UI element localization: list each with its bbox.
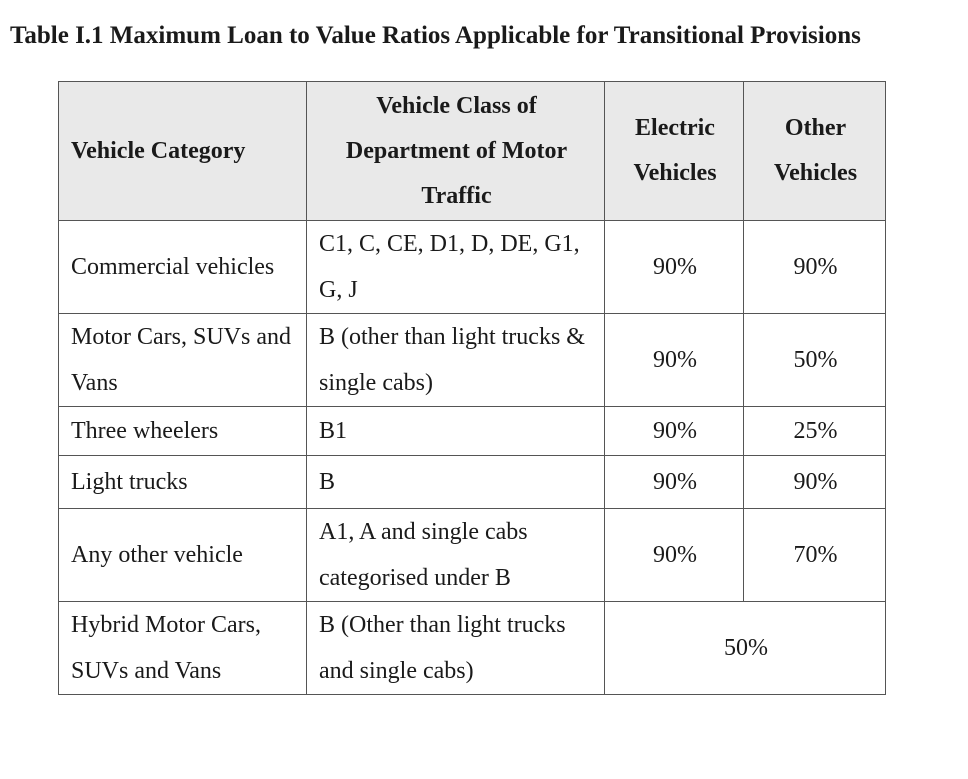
header-other-vehicles: Other Vehicles xyxy=(744,82,886,221)
electric-ratio-cell: 90% xyxy=(605,221,744,314)
header-row xyxy=(59,82,886,221)
other-ratio-cell: 25% xyxy=(744,407,886,456)
table-row xyxy=(59,456,886,509)
vehicle-category-cell: Light trucks xyxy=(59,456,307,509)
electric-ratio-cell: 90% xyxy=(605,509,744,602)
vehicle-class-cell: B (Other than light trucks and single cabs) xyxy=(307,602,605,695)
table-row xyxy=(59,221,886,314)
vehicle-category-cell: Hybrid Motor Cars, SUVs and Vans xyxy=(59,602,307,695)
electric-ratio-cell: 90% xyxy=(605,407,744,456)
vehicle-category-cell: Motor Cars, SUVs and Vans xyxy=(59,314,307,407)
table-row-hybrid xyxy=(59,602,886,695)
table-row xyxy=(59,407,886,456)
loan-to-value-table xyxy=(58,81,886,695)
header-electric-vehicles: Electric Vehicles xyxy=(605,82,744,221)
electric-ratio-cell: 90% xyxy=(605,456,744,509)
table-row xyxy=(59,509,886,602)
vehicle-class-cell: B xyxy=(307,456,605,509)
vehicle-class-cell: C1, C, CE, D1, D, DE, G1, G, J xyxy=(307,221,605,314)
other-ratio-cell: 70% xyxy=(744,509,886,602)
vehicle-category-cell: Three wheelers xyxy=(59,407,307,456)
header-vehicle-category: Vehicle Category xyxy=(59,82,307,221)
other-ratio-cell: 90% xyxy=(744,221,886,314)
vehicle-class-cell: B (other than light trucks & single cabs) xyxy=(307,314,605,407)
other-ratio-cell: 50% xyxy=(744,314,886,407)
vehicle-category-cell: Commercial vehicles xyxy=(59,221,307,314)
table-caption: Table I.1 Maximum Loan to Value Ratios Applicable for Transitional Provisions xyxy=(10,22,861,49)
vehicle-class-cell: B1 xyxy=(307,407,605,456)
other-ratio-cell: 90% xyxy=(744,456,886,509)
electric-ratio-cell: 90% xyxy=(605,314,744,407)
vehicle-category-cell: Any other vehicle xyxy=(59,509,307,602)
table-row xyxy=(59,314,886,407)
combined-ratio-cell: 50% xyxy=(605,602,886,695)
vehicle-class-cell: A1, A and single cabs categorised under B xyxy=(307,509,605,602)
header-vehicle-class: Vehicle Class of Department of Motor Traffic xyxy=(307,82,605,221)
